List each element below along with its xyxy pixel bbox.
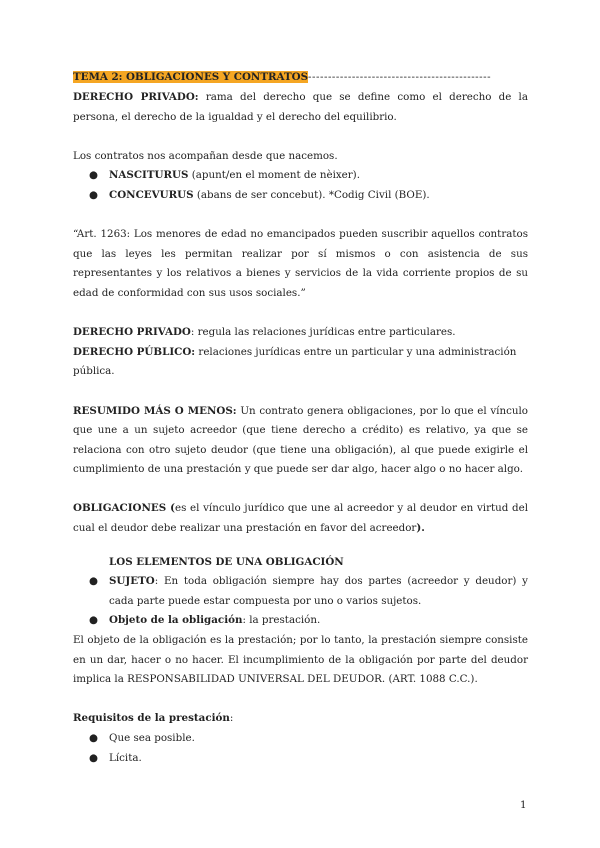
derecho-privado-text: rama del derecho que se define como el derecho de la persona, el derecho de la igualdad y el derecho del equilibrio. [73,91,528,123]
bullet-icon: ● [89,614,98,627]
elementos-heading: LOS ELEMENTOS DE UNA OBLIGACIÓN [109,555,344,568]
list-item [73,186,528,206]
definition-line [73,323,528,343]
obligaciones-label: OBLIGACIONES ( [73,502,176,515]
title-dashes: ---------------------------------------------- [308,71,492,83]
list-item-text: Lícita. [109,751,142,764]
article-quote: “Art. 1263: Los menores de edad no emancipados pueden suscribir aquellos contratos que las leyes les permitan realizar por sí mismos o con asistencia de sus representantes y los relativos a bienes y servicios de la vida corriente propios de su edad de conformidad con sus usos sociales.” [73,228,528,299]
objeto-paragraph: El objeto de la obligación es la prestación; por lo tanto, la prestación siempre consiste en un dar, hacer o no hacer. El incumplimiento de la obligación por parte del deudor implica la RESPONSABILIDAD UNIVERSAL DEL DEUDOR. (ART. 1088 C.C.). [73,634,528,686]
list-item [73,729,528,749]
requisitos-heading [73,709,528,729]
obligaciones-paragraph [73,499,528,538]
requisitos-list [73,729,528,768]
resumido-text: Un contrato genera obligaciones, por lo que el vínculo que une a un sujeto acreedor (que tiene derecho a crédito) es relativo, ya que se relaciona con otro sujeto deudor (que tiene una obligación), al que puede exigirle el cumplimiento de una prestación y que puede ser dar algo, hacer algo o no hacer algo. [73,404,528,476]
requisitos-label: Requisitos de la prestación [73,712,230,725]
list-item [73,572,528,611]
list-item-text: (abans de ser concebut). *Codig Civil (BOE). [193,188,430,201]
list-item-label: Objeto de la obligación [109,614,243,627]
contratos-intro: Los contratos nos acompañan desde que nacemos. [73,149,338,162]
list-item-text: : la prestación. [242,614,321,627]
definition-line [73,343,528,382]
definition-label: DERECHO PÚBLICO: [73,345,196,358]
bullet-icon: ● [89,732,98,744]
bullet-icon: ● [89,188,98,201]
requisitos-colon: : [229,712,234,725]
obligaciones-close: ). [416,522,425,535]
bullet-icon: ● [89,169,98,182]
definition-text: : regula las relaciones jurídicas entre particulares. [190,326,456,339]
resumido-paragraph [73,402,528,480]
document-body [73,68,528,768]
bullet-icon: ● [89,751,98,764]
list-item-text: (apunt/en el moment de nèixer). [188,169,360,182]
list-item-label: CONCEVURUS [109,188,194,201]
definition-text: relaciones jurídicas entre un particular y una administración pública. [73,345,517,378]
list-item-text: : En toda obligación siempre hay dos partes (acreedor y deudor) y cada parte puede estar compuesta por uno o varios sujetos. [109,575,528,607]
title-row [73,68,528,88]
derecho-privado-paragraph [73,88,528,127]
page-number: 1 [520,799,527,811]
list-item-label: NASCITURUS [109,169,189,182]
list-item [73,611,528,631]
list-item-label: SUJETO [109,575,155,588]
derecho-privado-label: DERECHO PRIVADO: [73,91,199,103]
elementos-list [73,572,528,631]
list-item-text: Que sea posible. [109,732,195,744]
page-title: TEMA 2: OBLIGACIONES Y CONTRATOS [73,71,309,83]
obligaciones-text: es el vínculo jurídico que une al acreedor y al deudor en virtud del cual el deudor debe realizar una prestación en favor del acreedor [73,502,528,535]
nasciturus-list [73,166,528,205]
list-item [73,166,528,186]
bullet-icon: ● [89,575,98,588]
list-item [73,749,528,769]
definition-label: DERECHO PRIVADO [73,326,191,339]
resumido-label: RESUMIDO MÁS O MENOS: [73,404,237,417]
